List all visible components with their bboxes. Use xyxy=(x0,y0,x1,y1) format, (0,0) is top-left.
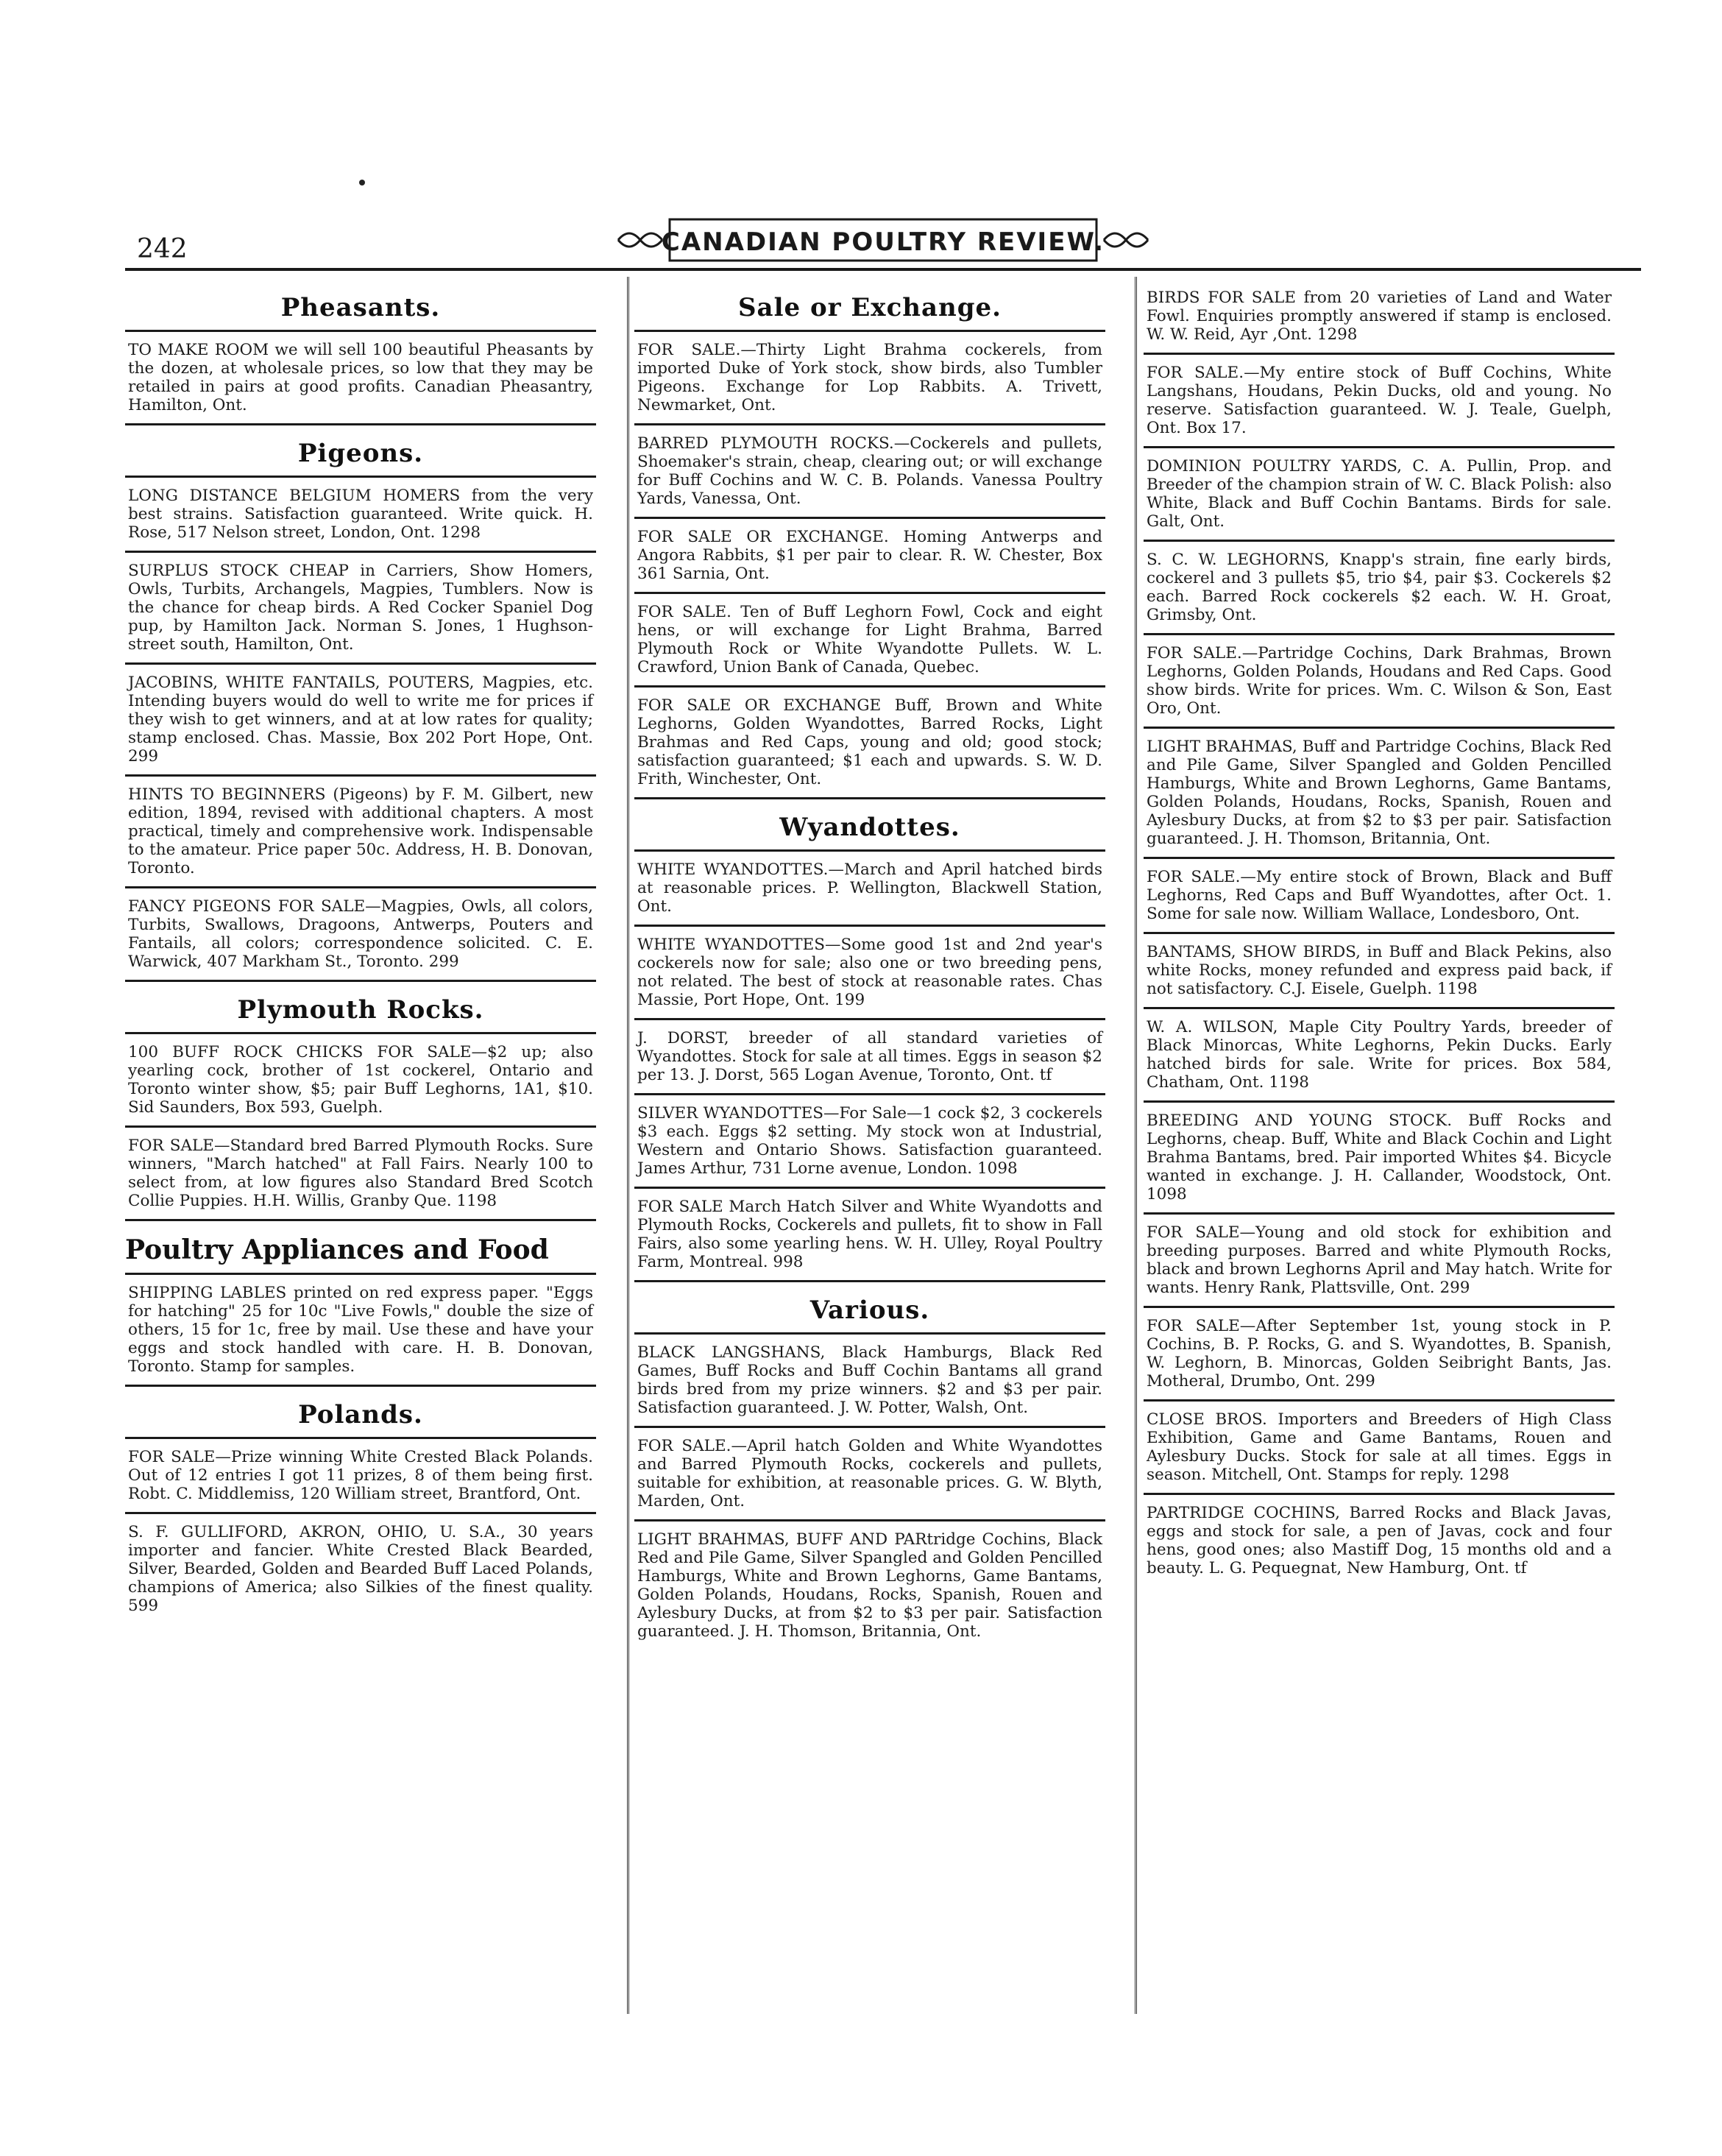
header-rule xyxy=(125,268,1641,271)
ink-dot xyxy=(359,180,365,185)
classified-ad: 100 BUFF ROCK CHICKS FOR SALE—$2 up; also yearling cock, brother of 1st cockerel, Ontario and Toronto winter show, $5; pair Buff Leghorns, 1A1, $10. Sid Saunders, Box 593, Guelph. xyxy=(125,1034,596,1128)
classified-ad: BIRDS FOR SALE from 20 varieties of Land and Water Fowl. Enquiries promptly answered if stamp is enclosed. W. W. Reid, Ayr ,Ont. 1298 xyxy=(1144,280,1615,355)
classified-ad: BARRED PLYMOUTH ROCKS.—Cockerels and pullets, Shoemaker's strain, cheap, clearing out; or will exchange for Buff Cochins and W. C. B. Polands. Vanessa Poultry Yards, Vanessa, Ont. xyxy=(634,425,1105,519)
classified-ad: FOR SALE—Prize winning White Crested Black Polands. Out of 12 entries I got 11 prizes, 8 of them being first. Robt. C. Middlemiss, 120 William street, Brantford, Ont. xyxy=(125,1439,596,1514)
column-divider xyxy=(627,277,629,2014)
section-heading: Various. xyxy=(809,1296,930,1325)
section-heading: Wyandottes. xyxy=(779,813,960,842)
section-heading: Polands. xyxy=(298,1400,423,1429)
classified-ad: FOR SALE—After September 1st, young stock in P. Cochins, B. P. Rocks, G. and S. Wyandottes, B. Spanish, W. Leghorn, B. Minorcas, Golden Seibright Bants, Jas. Motheral, Drumbo, Ont. 299 xyxy=(1144,1308,1615,1402)
masthead-banner xyxy=(614,213,1152,266)
classified-ad: DOMINION POULTRY YARDS, C. A. Pullin, Prop. and Breeder of the champion strain of W. C. Black Polish: also White, Black and Buff Cochin Bantams. Birds for sale. Galt, Ont. xyxy=(1144,448,1615,542)
classified-ad: PARTRIDGE COCHINS, Barred Rocks and Black Javas, eggs and stock for sale, a pen of Javas, cock and four hens, good ones; also Mastiff Dog, 15 months old and a beauty. L. G. Pequegnat, New Hamburg, Ont. tf xyxy=(1147,1504,1612,1577)
page-number: 242 xyxy=(137,234,188,264)
section-heading: Sale or Exchange. xyxy=(738,293,1002,322)
classified-ad: SURPLUS STOCK CHEAP in Carriers, Show Homers, Owls, Turbits, Archangels, Magpies, Tumblers. Now is the chance for cheap birds. A Red Cocker Spaniel Dog pup, by Hamilton Jack. Norman S. Jones, 1 Hughson-street south, Hamilton, Ont. xyxy=(125,553,596,665)
masthead xyxy=(614,213,1152,266)
column-3 xyxy=(1144,280,1615,2046)
classified-ad: TO MAKE ROOM we will sell 100 beautiful Pheasants by the dozen, at wholesale prices, so low that they may be retailed in pairs at good profits. Canadian Pheasantry, Hamilton, Ont. xyxy=(125,332,596,425)
classified-ad: J. DORST, breeder of all standard varieties of Wyandottes. Stock for sale at all times. Eggs in season $2 per 13. J. Dorst, 565 Logan Avenue, Toronto, Ont. tf xyxy=(634,1020,1105,1095)
classified-ad: LIGHT BRAHMAS, Buff and Partridge Cochins, Black Red and Pile Game, Silver Spangled and Golden Pencilled Hamburgs, White and Brown Leghorns, Game Bantams, Golden Polands, Houdans, Rocks, Spanish, Rouen and Aylesbury Ducks, at from $2 to $3 per pair. Satisfaction guaranteed. J. H. Thomson, Britannia, Ont. xyxy=(1144,729,1615,859)
classified-ad: WHITE WYANDOTTES—Some good 1st and 2nd year's cockerels now for sale; also one or two breeding pens, not related. The best of stock at reasonable rates. Chas Massie, Port Hope, Ont. 199 xyxy=(634,927,1105,1020)
classified-ad: FOR SALE OR EXCHANGE. Homing Antwerps and Angora Rabbits, $1 per pair to clear. R. W. Chester, Box 361 Sarnia, Ont. xyxy=(634,519,1105,594)
classified-ad: WHITE WYANDOTTES.—March and April hatched birds at reasonable prices. P. Wellington, Blackwell Station, Ont. xyxy=(634,852,1105,927)
classified-ad: S. F. GULLIFORD, AKRON, OHIO, U. S.A., 30 years importer and fancier. White Crested Black Bearded, Silver, Bearded, Golden and Bearded Buff Laced Polands, champions of America; also Silkies of the finest quality. 599 xyxy=(128,1523,593,1615)
column-1 xyxy=(125,280,596,2046)
classified-ad: FOR SALE—Young and old stock for exhibition and breeding purposes. Barred and white Plymouth Rocks, black and brown Leghorns April and May hatch. Write for wants. Henry Rank, Plattsville, Ont. 299 xyxy=(1144,1215,1615,1308)
column-divider xyxy=(1135,277,1137,2014)
classified-ad: CLOSE BROS. Importers and Breeders of High Class Exhibition, Game and Game Bantams, Rouen and Aylesbury Ducks. Stock for sale at all times. Eggs in season. Mitchell, Ont. Stamps for reply. 1298 xyxy=(1144,1402,1615,1495)
classified-ad: FOR SALE—Standard bred Barred Plymouth Rocks. Sure winners, "March hatched" at Fall Fairs. Nearly 100 to select from, at low figures also Standard Bred Scotch Collie Puppies. H.H. Willis, Granby Que. 1198 xyxy=(125,1128,596,1221)
classified-ad: BLACK LANGSHANS, Black Hamburgs, Black Red Games, Buff Rocks and Buff Cochin Bantams all grand birds bred from my prize winners. $2 and $3 per pair. Satisfaction guaranteed. J. W. Potter, Walsh, Ont. xyxy=(634,1335,1105,1428)
classified-ad: FOR SALE March Hatch Silver and White Wyandotts and Plymouth Rocks, Cockerels and pullets, fit to show in Fall Fairs, also some yearling hens. W. H. Ulley, Royal Poultry Farm, Montreal. 998 xyxy=(634,1189,1105,1282)
section-heading: Poultry Appliances and Food xyxy=(125,1234,549,1265)
classified-ad: JACOBINS, WHITE FANTAILS, POUTERS, Magpies, etc. Intending buyers would do well to write me for prices if they wish to get winners, and at at low rates for quality; stamp enclosed. Chas. Massie, Box 202 Port Hope, Ont. 299 xyxy=(125,665,596,777)
section-heading: Pheasants. xyxy=(280,293,441,322)
classified-ad: FOR SALE.—My entire stock of Buff Cochins, White Langshans, Houdans, Pekin Ducks, old and young. No reserve. Satisfaction guaranteed. W. J. Teale, Guelph, Ont. Box 17. xyxy=(1144,355,1615,448)
classified-ad: BANTAMS, SHOW BIRDS, in Buff and Black Pekins, also white Rocks, money refunded and express paid back, if not satisfactory. C.J. Eisele, Guelph. 1198 xyxy=(1144,934,1615,1009)
classified-ad: FANCY PIGEONS FOR SALE—Magpies, Owls, all colors, Turbits, Swallows, Dragoons, Antwerps, Pouters and Fantails, all colors; correspondence solicited. C. E. Warwick, 407 Markham St., Toronto. 299 xyxy=(125,888,596,982)
classified-ad: HINTS TO BEGINNERS (Pigeons) by F. M. Gilbert, new edition, 1894, revised with additional chapters. A most practical, timely and comprehensive work. Indispensable to the amateur. Price paper 50c. Address, H. B. Donovan, Toronto. xyxy=(125,777,596,888)
section-heading: Pigeons. xyxy=(297,439,424,468)
section-heading: Plymouth Rocks. xyxy=(237,995,484,1025)
classified-ad: FOR SALE.—Partridge Cochins, Dark Brahmas, Brown Leghorns, Golden Polands, Houdans and Red Caps. Good show birds. Write for prices. Wm. C. Wilson & Son, East Oro, Ont. xyxy=(1144,635,1615,729)
classified-ad: SILVER WYANDOTTES—For Sale—1 cock $2, 3 cockerels $3 each. Eggs $2 setting. My stock won at Industrial, Western and Ontario Shows. Satisfaction guaranteed. James Arthur, 731 Lorne avenue, London. 1098 xyxy=(634,1095,1105,1189)
classified-ad: LIGHT BRAHMAS, BUFF AND PARtridge Cochins, Black Red and Pile Game, Silver Spangled and Golden Pencilled Hamburgs, White and Brown Leghorns, Game Bantams, Golden Polands, Houdans, Rocks, Spanish, Rouen and Aylesbury Ducks, at from $2 to $3 per pair. Satisfaction guaranteed. J. H. Thomson, Britannia, Ont. xyxy=(637,1530,1102,1641)
classified-ad: FOR SALE. Ten of Buff Leghorn Fowl, Cock and eight hens, or will exchange for Light Brahma, Barred Plymouth Rock or White Wyandotte Pullets. W. L. Crawford, Union Bank of Canada, Quebec. xyxy=(634,594,1105,688)
classified-ad: FOR SALE.—Thirty Light Brahma cockerels, from imported Duke of York stock, show birds, also Tumbler Pigeons. Exchange for Lop Rabbits. A. Trivett, Newmarket, Ont. xyxy=(634,332,1105,425)
classified-ad: SHIPPING LABLES printed on red express paper. "Eggs for hatching" 25 for 10c "Live Fowls," double the size of others, 15 for 1c, free by mail. Use these and have your eggs and stock handled with care. H. B. Donovan, Toronto. Stamp for samples. xyxy=(125,1275,596,1387)
column-2 xyxy=(634,280,1105,2046)
classified-ad: BREEDING AND YOUNG STOCK. Buff Rocks and Leghorns, cheap. Buff, White and Black Cochin and Light Brahma Bantams, bred. Pair imported Whites $4. Bicycle wanted in exchange. J. H. Callander, Woodstock, Ont. 1098 xyxy=(1144,1103,1615,1215)
classified-ad: FOR SALE.—My entire stock of Brown, Black and Buff Leghorns, Red Caps and Buff Wyandottes, after Oct. 1. Some for sale now. William Wallace, Londesboro, Ont. xyxy=(1144,859,1615,934)
classified-ad: W. A. WILSON, Maple City Poultry Yards, breeder of Black Minorcas, White Leghorns, Pekin Ducks. Early hatched birds for sale. Write for prices. Box 584, Chatham, Ont. 1198 xyxy=(1144,1009,1615,1103)
classified-ad: LONG DISTANCE BELGIUM HOMERS from the very best strains. Satisfaction guaranteed. Write quick. H. Rose, 517 Nelson street, London, Ont. 1298 xyxy=(125,478,596,553)
classified-ad: FOR SALE OR EXCHANGE Buff, Brown and White Leghorns, Golden Wyandottes, Barred Rocks, Light Brahmas and Red Caps, young and old; good stock; satisfaction guaranteed; $1 each and upwards. S. W. D. Frith, Winchester, Ont. xyxy=(634,688,1105,799)
masthead-title: CANADIAN POULTRY REVIEW. xyxy=(661,227,1105,257)
classified-ad: FOR SALE.—April hatch Golden and White Wyandottes and Barred Plymouth Rocks, cockerels and pullets, suitable for exhibition, at reasonable prices. G. W. Blyth, Marden, Ont. xyxy=(634,1428,1105,1521)
classified-ad: S. C. W. LEGHORNS, Knapp's strain, fine early birds, cockerel and 3 pullets $5, trio $4, pair $3. Cockerels $2 each. Barred Rock cockerels $2 each. W. H. Groat, Grimsby, Ont. xyxy=(1144,542,1615,635)
